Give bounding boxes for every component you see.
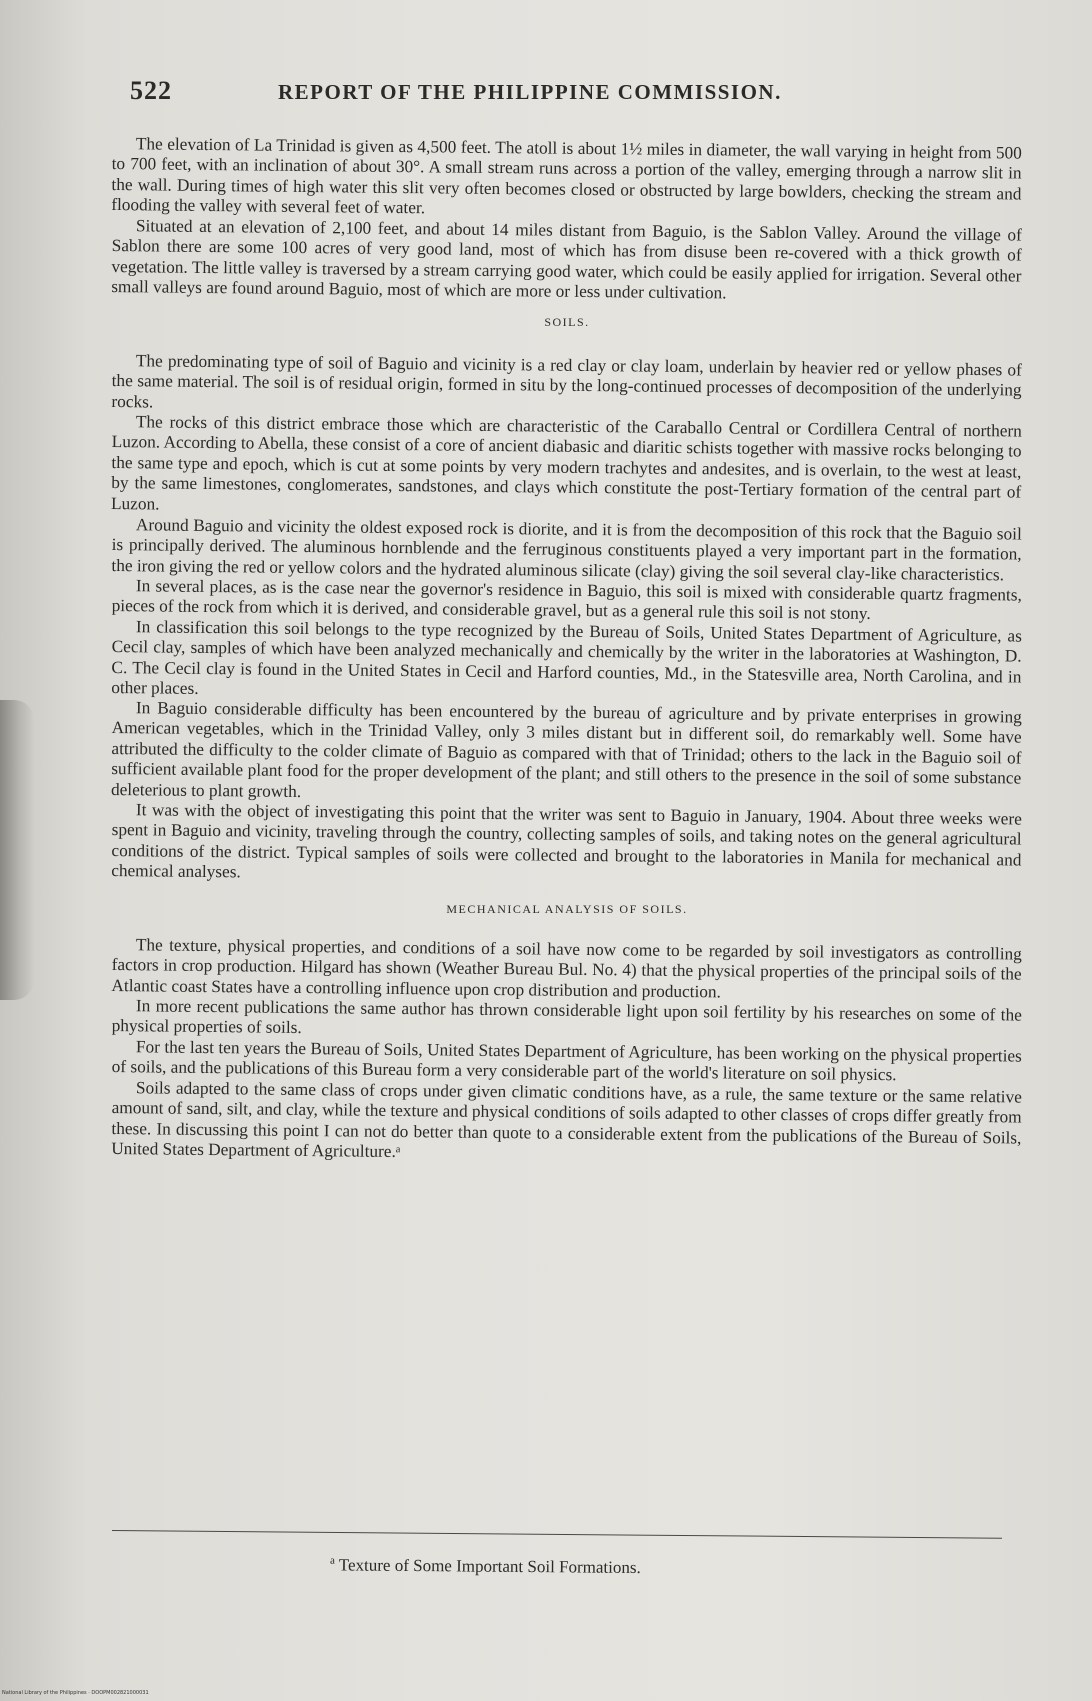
footnote-mark: a (329, 1554, 335, 1567)
paragraph: The texture, physical properties, and conditions of a soil have now come to be regarded by soil investigators as controlling factors in crop production. Hilgard has shown (Weather Bureau Bul. No. 4) that the physical properties of the principal soils of the Atlantic coast States have a controlling influence upon crop distribution and production. (111, 935, 1022, 1002)
page-number: 522 (130, 76, 172, 105)
paragraph: The elevation of La Trinidad is given as 4,500 feet. The atoll is about 1½ miles in diameter, the wall varying in height from 500 to 700 feet, with an inclination of about 30°. A small stream runs across a portion of the valley, emerging through a narrow slit in the wall. During times of high water this slit very often becomes closed or obstructed by large bowlders, checking the stream and flooding the valley with several feet of water. (111, 134, 1022, 218)
paragraph: In several places, as is the case near the governor's residence in Baguio, this soil is mixed with considerable quartz fragments, pieces of the rock from which it is derived, and considerable gravel, but as a general rule this soil is not stony. (111, 575, 1022, 624)
paragraph: In more recent publications the same author has thrown considerable light upon soil fertility by his researches on some of the physical properties of soils. (111, 996, 1022, 1038)
paragraph: In classification this soil belongs to the type recognized by the Bureau of Soils, United States Department of Agriculture, as Cecil clay, samples of which have been analyzed mechanically and chemically by the writer in the laboratories at Washington, D. C. The Cecil clay is found in the United States in Cecil and Harford counties, Md., in the Statesville area, North Carolina, and in other places. (111, 616, 1022, 698)
section-heading-soils: SOILS. (544, 315, 590, 330)
paragraph: Around Baguio and vicinity the oldest exposed rock is diorite, and it is from the decomposition of this rock that the Baguio soil is principally derived. The aluminous hornblende and the ferruginous constituents played a very important part in the formation, the iron giving the red or yellow colors and the hydrated aluminous silicate (clay) giving the soil several clay-like characteristics. (111, 514, 1022, 584)
footnote-divider (112, 1530, 1002, 1539)
paragraph: Soils adapted to the same class of crops under given climatic conditions have, as a rule, the same texture or the same relative amount of sand, silt, and clay, while the texture and physical conditions of soils adapted to other classes of crops differ greatly from these. In discussing this point I can not do better than quote to a considerable extent from the publications of the Bureau of Soils, United States Department of Agriculture.ᵃ (111, 1077, 1022, 1161)
paragraph: For the last ten years the Bureau of Soils, United States Department of Agriculture, has been working on the physical properties of soils, and the publications of this Bureau form a very considerable part of the world's literature on soil physics. (111, 1037, 1022, 1085)
body-text (112, 134, 1022, 1159)
paragraph: In Baguio considerable difficulty has been encountered by the bureau of agriculture and by private enterprises in growing American vegetables, which in the Trinidad Valley, only 3 miles distant but in different soil, do remarkably well. Some have attributed the difficulty to the colder climate of Baguio as compared with that of Trinidad; others to the lack in the Baguio soil of sufficient available plant food for the proper development of the plant; and still others to the presence in the soil of some substance deleterious to plant growth. (110, 698, 1022, 801)
paragraph: Situated at an elevation of 2,100 feet, and about 14 miles distant from Baguio, is the Sablon Valley. Around the village of Sablon there are some 100 acres of very good land, most of which has from disuse been re-covered with a thick growth of vegetation. The little valley is traversed by a stream carrying good water, which could be easily applied for irrigation. Several other small valleys are found around Baguio, most of which are more or less under cultivation. (111, 215, 1022, 303)
section-heading-mechanical-analysis: MECHANICAL ANALYSIS OF SOILS. (446, 901, 688, 916)
paragraph: The rocks of this district embrace those which are characteristic of the Caraballo Central or Cordillera Central of northern Luzon. According to Abella, these consist of a core of ancient diabasic and diaritic schists together with massive rocks belonging to the same type and epoch, which is cut at some points by very modern trachytes and andesites, and is overlain, to the west at least, by the same limestones, conglomerates, sandstones, and clays which constitute the post-Tertiary formation of the central part of Luzon. (110, 412, 1022, 514)
library-stamp: National Library of the Philippines · DOOPM002821000031 (2, 1690, 149, 1696)
footnote-text: Texture of Some Important Soil Formations. (338, 1555, 641, 1578)
running-head: REPORT OF THE PHILIPPINE COMMISSION. (278, 80, 782, 104)
footnote (330, 1555, 641, 1578)
paragraph: It was with the object of investigating this point that the writer was sent to Baguio in January, 1904. About three weeks were spent in Baguio and vicinity, traveling through the country, collecting samples of soils, and taking notes on the general agricultural conditions of the district. Typical samples of soils were collected and brought to the laboratories in Manila for mechanical and chemical analyses. (111, 800, 1022, 882)
paragraph: The predominating type of soil of Baguio and vicinity is a red clay or clay loam, underlain by heavier red or yellow phases of the same material. The soil is of residual origin, formed in situ by the long-continued processes of decomposition of the underlying rocks. (111, 351, 1022, 412)
page-header (130, 76, 970, 116)
book-spine-shadow (0, 700, 34, 1000)
